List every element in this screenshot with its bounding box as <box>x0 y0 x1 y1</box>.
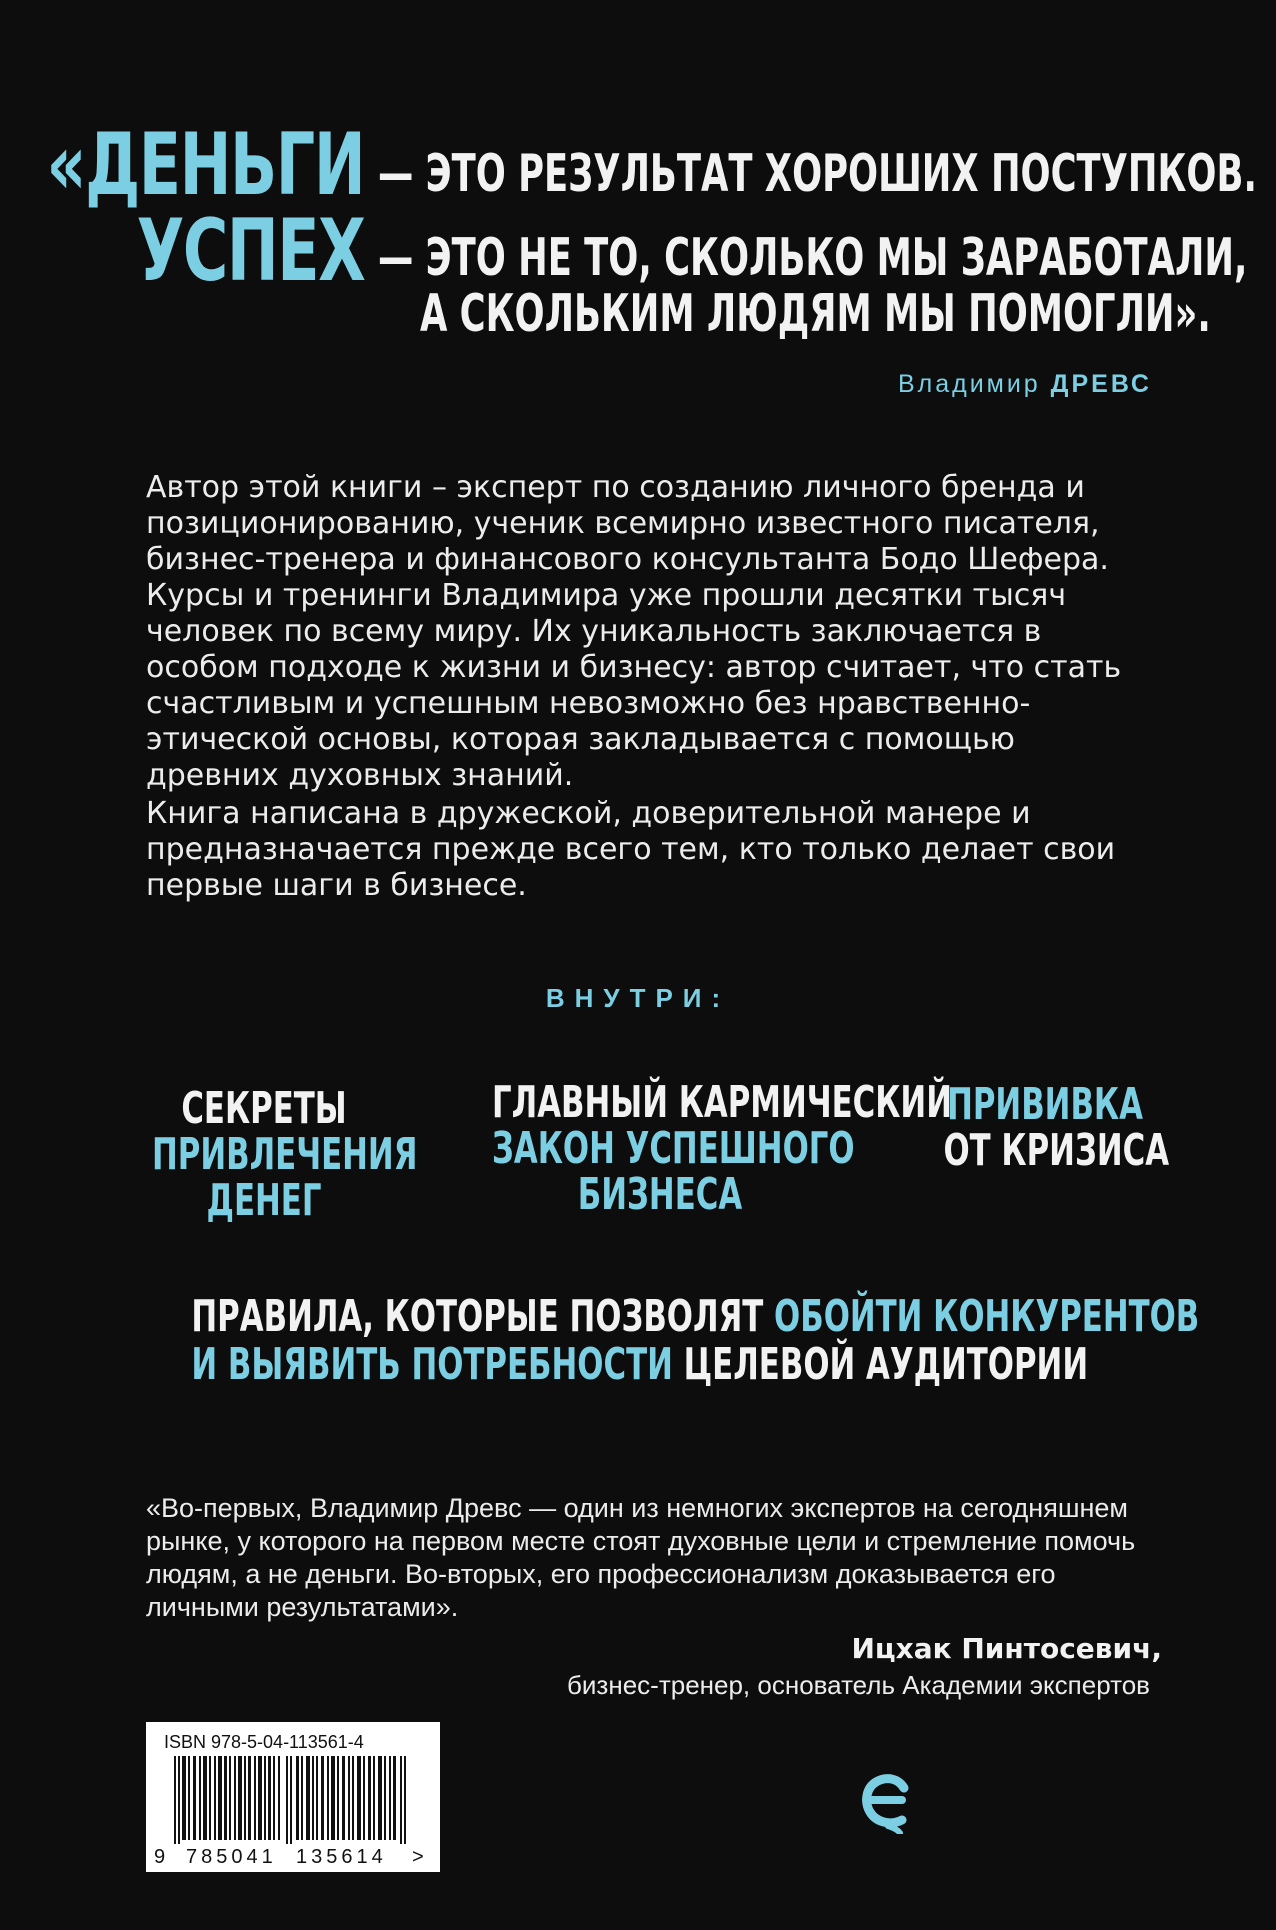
top-quote <box>0 0 1276 420</box>
inside-label: ВНУТРИ: <box>545 983 731 1013</box>
barcode-bars <box>160 1756 426 1848</box>
barcode-end-mark: > <box>412 1846 424 1868</box>
barcode-digit-lead: 9 <box>154 1846 166 1868</box>
feature-3-line-2: ОТ КРИЗИСА <box>943 1125 1170 1176</box>
rules-part-2: ОБОЙТИ КОНКУРЕНТОВ <box>774 1291 1200 1342</box>
description-paragraph-2: Книга написана в дружеской, доверительной манере и предназначается прежде всего тем, кто только делает свои первые шаги в бизнесе. <box>146 796 1116 903</box>
quote-word-money: «ДЕНЬГИ <box>46 115 364 215</box>
feature-crisis-vaccine <box>900 1079 1190 1176</box>
quote-line-1: — ЭТО РЕЗУЛЬТАТ ХОРОШИХ ПОСТУПКОВ. <box>378 144 1257 204</box>
quote-author-first: Владимир <box>897 370 1041 398</box>
description-paragraph-1: Автор этой книги – эксперт по созданию личного бренда и позиционированию, ученик всемирно известного писателя, бизнес-тренера и финансового консультанта Бодо Шефера. Курсы и тренинги Владимира уже прошли десятки тысяч человек по всему миру. Их уникальность заключается в особом подходе к жизни и бизнесу: автор считает, что стать счастливым и успешным невозможно без нравственно-этической основы, которая закладывается с помощью древних духовных знаний. <box>146 470 1122 793</box>
quote-author <box>898 370 1152 399</box>
feature-1-line-3: ДЕНЕГ <box>206 1175 322 1226</box>
quote-line-2: — ЭТО НЕ ТО, СКОЛЬКО МЫ ЗАРАБОТАЛИ, <box>378 228 1248 288</box>
feature-2-line-2: ЗАКОН УСПЕШНОГО <box>492 1123 855 1174</box>
isbn-number: ISBN 978-5-04-113561-4 <box>164 1732 364 1752</box>
barcode-digits <box>146 1844 440 1870</box>
rules-statement <box>0 1293 1276 1389</box>
barcode-digits-right: 135614 <box>296 1846 387 1868</box>
feature-karmic-law <box>420 1077 952 1220</box>
testimonial-name: Ицхак Пинтосевич, <box>851 1632 1162 1665</box>
feature-money-secrets <box>104 1083 424 1226</box>
rules-part-3: И ВЫЯВИТЬ ПОТРЕБНОСТИ <box>191 1339 673 1390</box>
feature-2-line-1: ГЛАВНЫЙ КАРМИЧЕСКИЙ <box>492 1077 952 1128</box>
rules-part-1: ПРАВИЛА, КОТОРЫЕ ПОЗВОЛЯТ <box>191 1291 764 1342</box>
publisher-logo-icon <box>858 1770 916 1834</box>
quote-word-success: УСПЕХ <box>136 201 364 301</box>
feature-3-line-1: ПРИВИВКА <box>947 1079 1143 1130</box>
quote-author-last: ДРЕВС <box>1050 370 1152 398</box>
feature-1-line-1: СЕКРЕТЫ <box>181 1083 347 1134</box>
testimonial-text: «Во-первых, Владимир Древс — один из немногих экспертов на сегодняшнем рынке, у которого на первом месте стоят духовные цели и стремление помочь людям, а не деньги. Во-вторых, его профессионализм доказывается его личными результатами». <box>146 1493 1136 1622</box>
barcode-digits-left: 785041 <box>186 1846 277 1868</box>
isbn-barcode <box>146 1722 440 1872</box>
testimonial-role: бизнес-тренер, основатель Академии экспертов <box>567 1670 1150 1700</box>
quote-line-3: А СКОЛЬКИМ ЛЮДЯМ МЫ ПОМОГЛИ». <box>420 284 1211 344</box>
feature-1-line-2: ПРИВЛЕЧЕНИЯ <box>152 1129 418 1180</box>
rules-part-4: ЦЕЛЕВОЙ АУДИТОРИИ <box>683 1339 1089 1390</box>
feature-2-line-3: БИЗНЕСА <box>577 1169 743 1220</box>
